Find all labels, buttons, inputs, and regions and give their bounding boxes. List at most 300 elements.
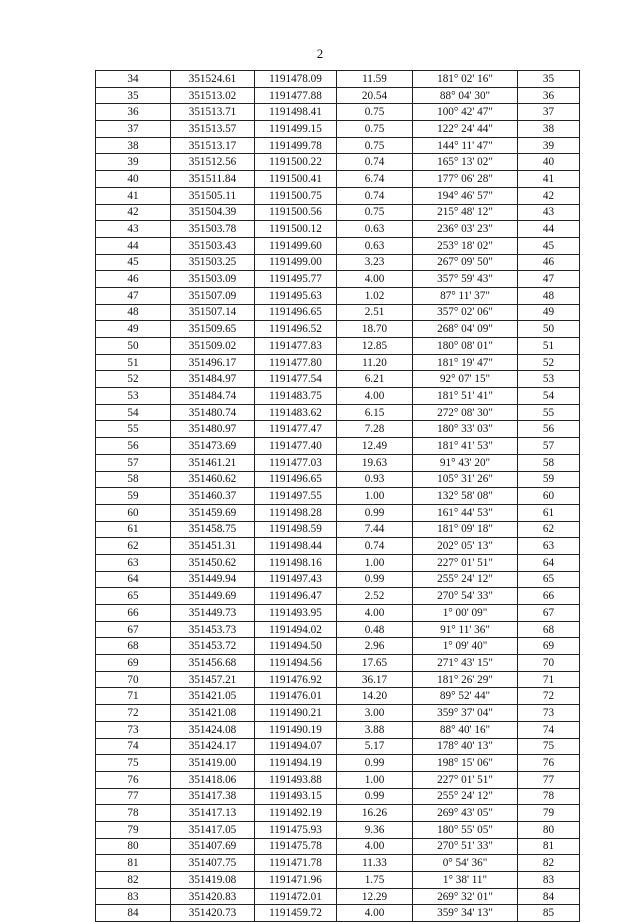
next-point-cell: 64 bbox=[518, 554, 580, 571]
next-point-cell: 49 bbox=[518, 304, 580, 321]
bearing-cell: 227° 01' 51" bbox=[413, 771, 518, 788]
y-coordinate-cell: 1191477.54 bbox=[255, 371, 337, 388]
distance-cell: 4.00 bbox=[337, 838, 413, 855]
distance-cell: 6.15 bbox=[337, 404, 413, 421]
x-coordinate-cell: 351507.14 bbox=[171, 304, 255, 321]
y-coordinate-cell: 1191499.78 bbox=[255, 137, 337, 154]
distance-cell: 14.20 bbox=[337, 688, 413, 705]
distance-cell: 0.75 bbox=[337, 204, 413, 221]
point-number-cell: 35 bbox=[96, 87, 171, 104]
point-number-cell: 45 bbox=[96, 254, 171, 271]
bearing-cell: 180° 55' 05" bbox=[413, 821, 518, 838]
point-number-cell: 76 bbox=[96, 771, 171, 788]
table-row bbox=[96, 104, 580, 121]
bearing-cell: 270° 51' 33" bbox=[413, 838, 518, 855]
next-point-cell: 42 bbox=[518, 187, 580, 204]
distance-cell: 5.17 bbox=[337, 738, 413, 755]
next-point-cell: 84 bbox=[518, 888, 580, 905]
y-coordinate-cell: 1191478.09 bbox=[255, 71, 337, 88]
y-coordinate-cell: 1191472.01 bbox=[255, 888, 337, 905]
y-coordinate-cell: 1191477.88 bbox=[255, 87, 337, 104]
table-row bbox=[96, 388, 580, 405]
y-coordinate-cell: 1191498.59 bbox=[255, 521, 337, 538]
next-point-cell: 48 bbox=[518, 287, 580, 304]
table-row bbox=[96, 721, 580, 738]
y-coordinate-cell: 1191494.19 bbox=[255, 755, 337, 772]
next-point-cell: 54 bbox=[518, 388, 580, 405]
distance-cell: 0.74 bbox=[337, 154, 413, 171]
x-coordinate-cell: 351513.71 bbox=[171, 104, 255, 121]
table-row bbox=[96, 371, 580, 388]
y-coordinate-cell: 1191499.15 bbox=[255, 121, 337, 138]
x-coordinate-cell: 351459.69 bbox=[171, 504, 255, 521]
bearing-cell: 161° 44' 53" bbox=[413, 504, 518, 521]
y-coordinate-cell: 1191500.56 bbox=[255, 204, 337, 221]
x-coordinate-cell: 351505.11 bbox=[171, 187, 255, 204]
next-point-cell: 57 bbox=[518, 438, 580, 455]
y-coordinate-cell: 1191500.75 bbox=[255, 187, 337, 204]
point-number-cell: 37 bbox=[96, 121, 171, 138]
table-row bbox=[96, 338, 580, 355]
x-coordinate-cell: 351449.94 bbox=[171, 571, 255, 588]
distance-cell: 11.20 bbox=[337, 354, 413, 371]
table-row bbox=[96, 855, 580, 872]
y-coordinate-cell: 1191459.72 bbox=[255, 905, 337, 922]
bearing-cell: 122° 24' 44" bbox=[413, 121, 518, 138]
bearing-cell: 92° 07' 15" bbox=[413, 371, 518, 388]
point-number-cell: 54 bbox=[96, 404, 171, 421]
distance-cell: 36.17 bbox=[337, 671, 413, 688]
x-coordinate-cell: 351453.72 bbox=[171, 638, 255, 655]
point-number-cell: 61 bbox=[96, 521, 171, 538]
x-coordinate-cell: 351504.39 bbox=[171, 204, 255, 221]
table-row bbox=[96, 237, 580, 254]
bearing-cell: 357° 59' 43" bbox=[413, 271, 518, 288]
point-number-cell: 83 bbox=[96, 888, 171, 905]
next-point-cell: 36 bbox=[518, 87, 580, 104]
point-number-cell: 42 bbox=[96, 204, 171, 221]
bearing-cell: 1° 00' 09" bbox=[413, 605, 518, 622]
table-row bbox=[96, 71, 580, 88]
table-row bbox=[96, 271, 580, 288]
point-number-cell: 75 bbox=[96, 755, 171, 772]
bearing-cell: 180° 08' 01" bbox=[413, 338, 518, 355]
next-point-cell: 39 bbox=[518, 137, 580, 154]
bearing-cell: 198° 15' 06" bbox=[413, 755, 518, 772]
point-number-cell: 60 bbox=[96, 504, 171, 521]
next-point-cell: 35 bbox=[518, 71, 580, 88]
next-point-cell: 65 bbox=[518, 571, 580, 588]
distance-cell: 0.48 bbox=[337, 621, 413, 638]
distance-cell: 0.99 bbox=[337, 504, 413, 521]
distance-cell: 4.00 bbox=[337, 605, 413, 622]
distance-cell: 12.85 bbox=[337, 338, 413, 355]
point-number-cell: 59 bbox=[96, 488, 171, 505]
distance-cell: 4.00 bbox=[337, 271, 413, 288]
bearing-cell: 359° 34' 13" bbox=[413, 905, 518, 922]
table-row bbox=[96, 321, 580, 338]
y-coordinate-cell: 1191477.83 bbox=[255, 338, 337, 355]
x-coordinate-cell: 351509.65 bbox=[171, 321, 255, 338]
point-number-cell: 64 bbox=[96, 571, 171, 588]
bearing-cell: 181° 41' 53" bbox=[413, 438, 518, 455]
point-number-cell: 79 bbox=[96, 821, 171, 838]
x-coordinate-cell: 351457.21 bbox=[171, 671, 255, 688]
x-coordinate-cell: 351417.38 bbox=[171, 788, 255, 805]
y-coordinate-cell: 1191475.78 bbox=[255, 838, 337, 855]
next-point-cell: 79 bbox=[518, 805, 580, 822]
table-row bbox=[96, 888, 580, 905]
table-row bbox=[96, 788, 580, 805]
point-number-cell: 34 bbox=[96, 71, 171, 88]
point-number-cell: 77 bbox=[96, 788, 171, 805]
y-coordinate-cell: 1191498.28 bbox=[255, 504, 337, 521]
x-coordinate-cell: 351503.43 bbox=[171, 237, 255, 254]
bearing-cell: 236° 03' 23" bbox=[413, 221, 518, 238]
table-row bbox=[96, 738, 580, 755]
x-coordinate-cell: 351421.05 bbox=[171, 688, 255, 705]
table-row bbox=[96, 571, 580, 588]
x-coordinate-cell: 351507.09 bbox=[171, 287, 255, 304]
coordinates-table-body bbox=[96, 71, 580, 922]
bearing-cell: 272° 08' 30" bbox=[413, 404, 518, 421]
bearing-cell: 181° 09' 18" bbox=[413, 521, 518, 538]
distance-cell: 2.96 bbox=[337, 638, 413, 655]
x-coordinate-cell: 351461.21 bbox=[171, 454, 255, 471]
x-coordinate-cell: 351407.69 bbox=[171, 838, 255, 855]
next-point-cell: 58 bbox=[518, 454, 580, 471]
bearing-cell: 1° 09' 40" bbox=[413, 638, 518, 655]
bearing-cell: 215° 48' 12" bbox=[413, 204, 518, 221]
table-row bbox=[96, 554, 580, 571]
y-coordinate-cell: 1191497.55 bbox=[255, 488, 337, 505]
x-coordinate-cell: 351451.31 bbox=[171, 538, 255, 555]
x-coordinate-cell: 351460.37 bbox=[171, 488, 255, 505]
point-number-cell: 68 bbox=[96, 638, 171, 655]
point-number-cell: 38 bbox=[96, 137, 171, 154]
x-coordinate-cell: 351456.68 bbox=[171, 655, 255, 672]
distance-cell: 0.63 bbox=[337, 237, 413, 254]
point-number-cell: 43 bbox=[96, 221, 171, 238]
point-number-cell: 50 bbox=[96, 338, 171, 355]
y-coordinate-cell: 1191477.03 bbox=[255, 454, 337, 471]
distance-cell: 6.74 bbox=[337, 171, 413, 188]
y-coordinate-cell: 1191476.92 bbox=[255, 671, 337, 688]
table-row bbox=[96, 588, 580, 605]
x-coordinate-cell: 351419.08 bbox=[171, 872, 255, 889]
x-coordinate-cell: 351420.73 bbox=[171, 905, 255, 922]
next-point-cell: 76 bbox=[518, 755, 580, 772]
point-number-cell: 39 bbox=[96, 154, 171, 171]
bearing-cell: 91° 11' 36" bbox=[413, 621, 518, 638]
point-number-cell: 49 bbox=[96, 321, 171, 338]
next-point-cell: 77 bbox=[518, 771, 580, 788]
table-row bbox=[96, 705, 580, 722]
table-row bbox=[96, 471, 580, 488]
y-coordinate-cell: 1191500.22 bbox=[255, 154, 337, 171]
distance-cell: 1.00 bbox=[337, 554, 413, 571]
bearing-cell: 144° 11' 47" bbox=[413, 137, 518, 154]
y-coordinate-cell: 1191483.62 bbox=[255, 404, 337, 421]
next-point-cell: 46 bbox=[518, 254, 580, 271]
distance-cell: 0.99 bbox=[337, 788, 413, 805]
next-point-cell: 80 bbox=[518, 821, 580, 838]
x-coordinate-cell: 351512.56 bbox=[171, 154, 255, 171]
y-coordinate-cell: 1191496.47 bbox=[255, 588, 337, 605]
next-point-cell: 37 bbox=[518, 104, 580, 121]
distance-cell: 0.99 bbox=[337, 571, 413, 588]
next-point-cell: 50 bbox=[518, 321, 580, 338]
y-coordinate-cell: 1191477.80 bbox=[255, 354, 337, 371]
next-point-cell: 71 bbox=[518, 671, 580, 688]
point-number-cell: 78 bbox=[96, 805, 171, 822]
distance-cell: 20.54 bbox=[337, 87, 413, 104]
next-point-cell: 62 bbox=[518, 521, 580, 538]
distance-cell: 7.44 bbox=[337, 521, 413, 538]
y-coordinate-cell: 1191492.19 bbox=[255, 805, 337, 822]
next-point-cell: 44 bbox=[518, 221, 580, 238]
distance-cell: 9.36 bbox=[337, 821, 413, 838]
next-point-cell: 63 bbox=[518, 538, 580, 555]
distance-cell: 2.51 bbox=[337, 304, 413, 321]
table-row bbox=[96, 438, 580, 455]
table-row bbox=[96, 671, 580, 688]
y-coordinate-cell: 1191494.50 bbox=[255, 638, 337, 655]
table-row bbox=[96, 204, 580, 221]
distance-cell: 4.00 bbox=[337, 905, 413, 922]
y-coordinate-cell: 1191498.41 bbox=[255, 104, 337, 121]
x-coordinate-cell: 351513.57 bbox=[171, 121, 255, 138]
x-coordinate-cell: 351484.97 bbox=[171, 371, 255, 388]
x-coordinate-cell: 351449.73 bbox=[171, 605, 255, 622]
bearing-cell: 181° 19' 47" bbox=[413, 354, 518, 371]
y-coordinate-cell: 1191496.65 bbox=[255, 471, 337, 488]
next-point-cell: 60 bbox=[518, 488, 580, 505]
distance-cell: 1.75 bbox=[337, 872, 413, 889]
x-coordinate-cell: 351421.08 bbox=[171, 705, 255, 722]
table-row bbox=[96, 221, 580, 238]
x-coordinate-cell: 351503.25 bbox=[171, 254, 255, 271]
next-point-cell: 68 bbox=[518, 621, 580, 638]
x-coordinate-cell: 351418.06 bbox=[171, 771, 255, 788]
y-coordinate-cell: 1191483.75 bbox=[255, 388, 337, 405]
point-number-cell: 70 bbox=[96, 671, 171, 688]
distance-cell: 12.29 bbox=[337, 888, 413, 905]
table-row bbox=[96, 137, 580, 154]
table-row bbox=[96, 454, 580, 471]
point-number-cell: 73 bbox=[96, 721, 171, 738]
x-coordinate-cell: 351419.00 bbox=[171, 755, 255, 772]
table-row bbox=[96, 805, 580, 822]
next-point-cell: 41 bbox=[518, 171, 580, 188]
bearing-cell: 165° 13' 02" bbox=[413, 154, 518, 171]
y-coordinate-cell: 1191494.56 bbox=[255, 655, 337, 672]
x-coordinate-cell: 351503.78 bbox=[171, 221, 255, 238]
bearing-cell: 359° 37' 04" bbox=[413, 705, 518, 722]
bearing-cell: 255° 24' 12" bbox=[413, 788, 518, 805]
distance-cell: 3.23 bbox=[337, 254, 413, 271]
distance-cell: 0.74 bbox=[337, 187, 413, 204]
table-row bbox=[96, 404, 580, 421]
bearing-cell: 178° 40' 13" bbox=[413, 738, 518, 755]
point-number-cell: 51 bbox=[96, 354, 171, 371]
next-point-cell: 69 bbox=[518, 638, 580, 655]
y-coordinate-cell: 1191477.40 bbox=[255, 438, 337, 455]
next-point-cell: 55 bbox=[518, 404, 580, 421]
next-point-cell: 59 bbox=[518, 471, 580, 488]
bearing-cell: 105° 31' 26" bbox=[413, 471, 518, 488]
x-coordinate-cell: 351480.97 bbox=[171, 421, 255, 438]
bearing-cell: 269° 32' 01" bbox=[413, 888, 518, 905]
table-row bbox=[96, 421, 580, 438]
point-number-cell: 46 bbox=[96, 271, 171, 288]
table-row bbox=[96, 538, 580, 555]
y-coordinate-cell: 1191493.88 bbox=[255, 771, 337, 788]
point-number-cell: 69 bbox=[96, 655, 171, 672]
x-coordinate-cell: 351524.61 bbox=[171, 71, 255, 88]
next-point-cell: 56 bbox=[518, 421, 580, 438]
next-point-cell: 61 bbox=[518, 504, 580, 521]
point-number-cell: 40 bbox=[96, 171, 171, 188]
next-point-cell: 72 bbox=[518, 688, 580, 705]
point-number-cell: 48 bbox=[96, 304, 171, 321]
next-point-cell: 45 bbox=[518, 237, 580, 254]
coordinates-table bbox=[95, 70, 580, 922]
point-number-cell: 65 bbox=[96, 588, 171, 605]
bearing-cell: 271° 43' 15" bbox=[413, 655, 518, 672]
table-row bbox=[96, 771, 580, 788]
distance-cell: 0.74 bbox=[337, 538, 413, 555]
y-coordinate-cell: 1191498.16 bbox=[255, 554, 337, 571]
next-point-cell: 73 bbox=[518, 705, 580, 722]
point-number-cell: 63 bbox=[96, 554, 171, 571]
table-row bbox=[96, 87, 580, 104]
y-coordinate-cell: 1191500.41 bbox=[255, 171, 337, 188]
y-coordinate-cell: 1191476.01 bbox=[255, 688, 337, 705]
table-row bbox=[96, 304, 580, 321]
x-coordinate-cell: 351407.75 bbox=[171, 855, 255, 872]
bearing-cell: 0° 54' 36" bbox=[413, 855, 518, 872]
point-number-cell: 62 bbox=[96, 538, 171, 555]
distance-cell: 0.75 bbox=[337, 121, 413, 138]
x-coordinate-cell: 351453.73 bbox=[171, 621, 255, 638]
next-point-cell: 52 bbox=[518, 354, 580, 371]
point-number-cell: 53 bbox=[96, 388, 171, 405]
x-coordinate-cell: 351503.09 bbox=[171, 271, 255, 288]
next-point-cell: 40 bbox=[518, 154, 580, 171]
bearing-cell: 88° 40' 16" bbox=[413, 721, 518, 738]
distance-cell: 12.49 bbox=[337, 438, 413, 455]
table-row bbox=[96, 521, 580, 538]
x-coordinate-cell: 351484.74 bbox=[171, 388, 255, 405]
point-number-cell: 58 bbox=[96, 471, 171, 488]
bearing-cell: 1° 38' 11" bbox=[413, 872, 518, 889]
next-point-cell: 85 bbox=[518, 905, 580, 922]
bearing-cell: 253° 18' 02" bbox=[413, 237, 518, 254]
y-coordinate-cell: 1191499.60 bbox=[255, 237, 337, 254]
distance-cell: 0.75 bbox=[337, 137, 413, 154]
x-coordinate-cell: 351513.02 bbox=[171, 87, 255, 104]
next-point-cell: 53 bbox=[518, 371, 580, 388]
point-number-cell: 44 bbox=[96, 237, 171, 254]
bearing-cell: 357° 02' 06" bbox=[413, 304, 518, 321]
bearing-cell: 177° 06' 28" bbox=[413, 171, 518, 188]
next-point-cell: 51 bbox=[518, 338, 580, 355]
table-row bbox=[96, 504, 580, 521]
table-row bbox=[96, 688, 580, 705]
table-row bbox=[96, 287, 580, 304]
distance-cell: 2.52 bbox=[337, 588, 413, 605]
bearing-cell: 88° 04' 30" bbox=[413, 87, 518, 104]
distance-cell: 4.00 bbox=[337, 388, 413, 405]
y-coordinate-cell: 1191493.15 bbox=[255, 788, 337, 805]
table-row bbox=[96, 821, 580, 838]
distance-cell: 0.93 bbox=[337, 471, 413, 488]
table-row bbox=[96, 154, 580, 171]
point-number-cell: 82 bbox=[96, 872, 171, 889]
next-point-cell: 78 bbox=[518, 788, 580, 805]
x-coordinate-cell: 351513.17 bbox=[171, 137, 255, 154]
y-coordinate-cell: 1191495.63 bbox=[255, 287, 337, 304]
bearing-cell: 132° 58' 08" bbox=[413, 488, 518, 505]
x-coordinate-cell: 351460.62 bbox=[171, 471, 255, 488]
y-coordinate-cell: 1191494.02 bbox=[255, 621, 337, 638]
next-point-cell: 75 bbox=[518, 738, 580, 755]
y-coordinate-cell: 1191496.52 bbox=[255, 321, 337, 338]
next-point-cell: 70 bbox=[518, 655, 580, 672]
point-number-cell: 67 bbox=[96, 621, 171, 638]
distance-cell: 18.70 bbox=[337, 321, 413, 338]
point-number-cell: 56 bbox=[96, 438, 171, 455]
y-coordinate-cell: 1191490.19 bbox=[255, 721, 337, 738]
y-coordinate-cell: 1191496.65 bbox=[255, 304, 337, 321]
table-row bbox=[96, 621, 580, 638]
distance-cell: 16.26 bbox=[337, 805, 413, 822]
y-coordinate-cell: 1191498.44 bbox=[255, 538, 337, 555]
bearing-cell: 267° 09' 50" bbox=[413, 254, 518, 271]
bearing-cell: 270° 54' 33" bbox=[413, 588, 518, 605]
table-row bbox=[96, 838, 580, 855]
distance-cell: 1.02 bbox=[337, 287, 413, 304]
next-point-cell: 38 bbox=[518, 121, 580, 138]
next-point-cell: 66 bbox=[518, 588, 580, 605]
bearing-cell: 269° 43' 05" bbox=[413, 805, 518, 822]
y-coordinate-cell: 1191495.77 bbox=[255, 271, 337, 288]
point-number-cell: 47 bbox=[96, 287, 171, 304]
bearing-cell: 268° 04' 09" bbox=[413, 321, 518, 338]
table-row bbox=[96, 187, 580, 204]
distance-cell: 0.99 bbox=[337, 755, 413, 772]
y-coordinate-cell: 1191471.78 bbox=[255, 855, 337, 872]
table-row bbox=[96, 655, 580, 672]
distance-cell: 17.65 bbox=[337, 655, 413, 672]
x-coordinate-cell: 351417.13 bbox=[171, 805, 255, 822]
bearing-cell: 181° 26' 29" bbox=[413, 671, 518, 688]
distance-cell: 6.21 bbox=[337, 371, 413, 388]
bearing-cell: 181° 02' 16" bbox=[413, 71, 518, 88]
distance-cell: 1.00 bbox=[337, 771, 413, 788]
point-number-cell: 66 bbox=[96, 605, 171, 622]
bearing-cell: 100° 42' 47" bbox=[413, 104, 518, 121]
table-row bbox=[96, 872, 580, 889]
distance-cell: 7.28 bbox=[337, 421, 413, 438]
table-row bbox=[96, 905, 580, 922]
x-coordinate-cell: 351511.84 bbox=[171, 171, 255, 188]
distance-cell: 3.88 bbox=[337, 721, 413, 738]
point-number-cell: 72 bbox=[96, 705, 171, 722]
point-number-cell: 80 bbox=[96, 838, 171, 855]
point-number-cell: 71 bbox=[96, 688, 171, 705]
